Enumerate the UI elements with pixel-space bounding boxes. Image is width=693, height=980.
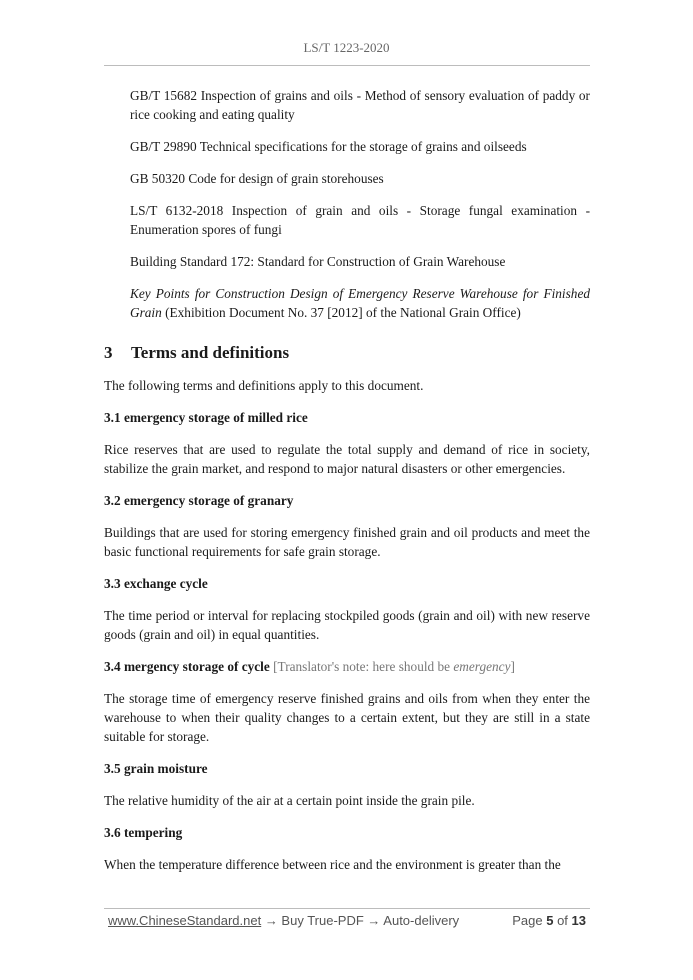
- term-definition: Buildings that are used for storing emergency finished grain and oil products and meet the basic functional requirements for safe grain storage.: [104, 525, 590, 559]
- page-footer: [108, 913, 586, 928]
- term-title-with-note: [104, 657, 590, 676]
- page-number: 5: [546, 913, 554, 928]
- reference-title: Key Points for Construction Design of Emergency Reserve Warehouse for Finished Grain: [130, 286, 590, 320]
- reference-item: GB/T 15682 Inspection of grains and oils - Method of sensory evaluation of paddy or rice cooking and eating quality: [130, 88, 590, 122]
- footer-tagline: → Buy True-PDF → Auto-delivery: [261, 913, 460, 928]
- translator-note-prefix: [Translator's note: here should be: [273, 659, 454, 674]
- translator-note: [273, 659, 515, 674]
- page-header: LS/T 1223-2020: [303, 40, 390, 55]
- term-title: 3.1 emergency storage of milled rice: [104, 410, 308, 425]
- page-total: 13: [571, 913, 586, 928]
- page-word: Page: [512, 913, 543, 928]
- site-link[interactable]: www.ChineseStandard.net: [108, 913, 262, 928]
- term-definition: The storage time of emergency reserve finished grains and oils from when they enter the warehouse to when their quality changes to a certain extent, but they are still in a state suitable for storage.: [104, 691, 590, 744]
- reference-item: GB/T 29890 Technical specifications for the storage of grains and oilseeds: [130, 139, 527, 154]
- section-number: 3: [104, 343, 113, 362]
- reference-source: (Exhibition Document No. 37 [2012] of the National Grain Office): [161, 305, 521, 320]
- header-divider: [104, 65, 590, 66]
- translator-note-suffix: ]: [510, 659, 515, 674]
- document-body: [104, 86, 590, 887]
- footer-divider: [104, 908, 590, 909]
- term-title: 3.6 tempering: [104, 825, 183, 840]
- translator-note-word: emergency: [453, 659, 511, 674]
- term-definition: Rice reserves that are used to regulate the total supply and demand of rice in society, stabilize the grain market, and respond to major natural disasters or other emergencies.: [104, 442, 590, 476]
- term-title: 3.5 grain moisture: [104, 761, 208, 776]
- term-title-text: 3.4 mergency storage of cycle: [104, 659, 270, 674]
- term-definition: When the temperature difference between rice and the environment is greater than the: [104, 857, 561, 872]
- term-definition: The time period or interval for replacing stockpiled goods (grain and oil) with new reserve goods (grain and oil) in equal quantities.: [104, 608, 590, 642]
- page-indicator: [512, 913, 586, 928]
- footer-left: [108, 913, 459, 928]
- reference-item: GB 50320 Code for design of grain storehouses: [130, 171, 384, 186]
- term-definition: The relative humidity of the air at a certain point inside the grain pile.: [104, 793, 475, 808]
- section-heading: [104, 343, 590, 362]
- of-word: of: [557, 913, 568, 928]
- reference-item: [104, 284, 590, 322]
- reference-item: LS/T 6132-2018 Inspection of grain and oils - Storage fungal examination - Enumeration spores of fungi: [130, 203, 590, 237]
- section-title: Terms and definitions: [131, 343, 290, 362]
- term-title: 3.2 emergency storage of granary: [104, 493, 294, 508]
- section-intro: The following terms and definitions apply to this document.: [104, 378, 424, 393]
- reference-item: Building Standard 172: Standard for Construction of Grain Warehouse: [130, 254, 506, 269]
- term-title: 3.3 exchange cycle: [104, 576, 208, 591]
